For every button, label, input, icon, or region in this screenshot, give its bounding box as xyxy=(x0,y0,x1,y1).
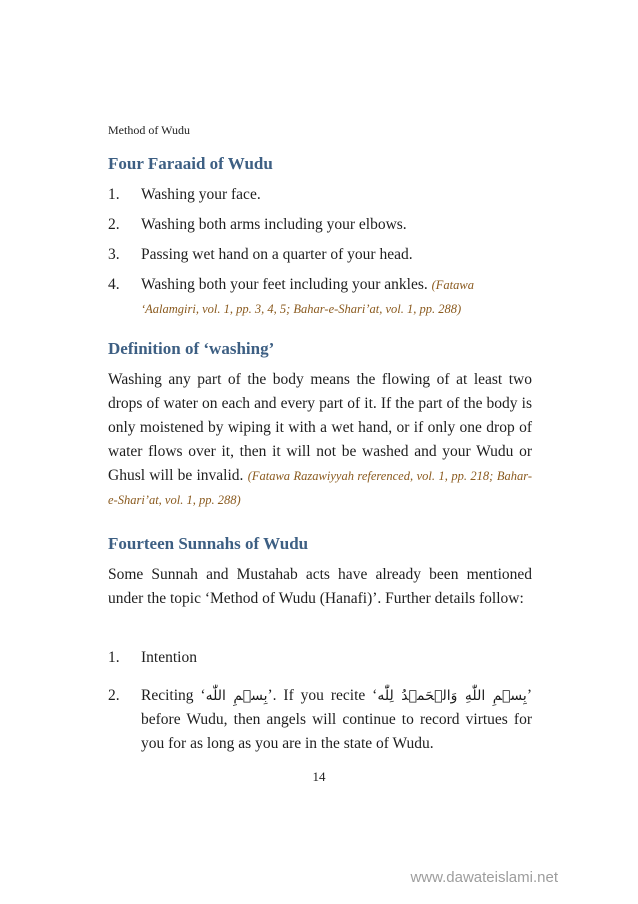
text-fragment: ’. If you recite ‘ xyxy=(267,687,378,704)
intro-paragraph: Some Sunnah and Mustahab acts have already been mentioned under the topic ‘Method of Wudu (Hanafi)’. Further details follow: xyxy=(108,566,532,607)
list-item-number: 4. xyxy=(108,276,120,293)
website-watermark: www.dawateislami.net xyxy=(410,869,558,886)
reference-citation: (Fatawa ‘Aalamgiri, vol. 1, pp. 3, 4, 5; Bahar-e-Shari’at, vol. 1, pp. 288) xyxy=(141,278,474,316)
list-item xyxy=(108,213,532,237)
section-heading-faraaid: Four Faraaid of Wudu xyxy=(108,154,273,173)
list-item xyxy=(108,273,532,321)
arabic-text: بِسۡمِ اللّٰه xyxy=(205,688,268,704)
list-item-number: 3. xyxy=(108,246,120,263)
list-item-number: 2. xyxy=(108,216,120,233)
list-item-number: 1. xyxy=(108,649,120,666)
text-fragment: ’ before Wudu, then angels will continue to record virtues for you for as long as you are in the state of Wudu. xyxy=(141,687,532,752)
list-item-text: Intention xyxy=(141,649,197,666)
list-item xyxy=(108,684,532,756)
list-item-text: Washing both your feet including your ankles. xyxy=(141,276,428,293)
list-item-text: Washing both arms including your elbows. xyxy=(141,216,407,233)
list-item xyxy=(108,243,532,267)
list-item xyxy=(108,183,532,207)
list-item-number: 2. xyxy=(108,687,120,704)
arabic-text: بِسۡمِ اللّٰهِ وَالۡحَمۡدُ لِلّٰه xyxy=(377,688,527,704)
page-number: 14 xyxy=(312,769,326,784)
definition-paragraph xyxy=(108,368,532,512)
section-heading-sunnahs: Fourteen Sunnahs of Wudu xyxy=(108,534,309,553)
reference-citation: (Fatawa Razawiyyah referenced, vol. 1, pp. 218; Bahar-e-Shari’at, vol. 1, pp. 288) xyxy=(108,469,533,507)
text-fragment: Reciting ‘ xyxy=(141,687,206,704)
definition-text: Washing any part of the body means the flowing of at least two drops of water on each and every part of it. If the part of the body is only moistened by wiping it with a wet hand, or if only one drop of water flows over it, then it will not be washed and your Wudu or Ghusl will be invalid. xyxy=(108,371,532,484)
list-item-text xyxy=(141,684,532,756)
list-item-text: Passing wet hand on a quarter of your head. xyxy=(141,246,413,263)
section-heading-definition: Definition of ‘washing’ xyxy=(108,339,275,358)
list-item-number: 1. xyxy=(108,186,120,203)
running-header: Method of Wudu xyxy=(108,123,190,137)
list-item-content xyxy=(141,273,532,321)
list-item-text: Washing your face. xyxy=(141,186,261,203)
list-item xyxy=(108,646,532,670)
